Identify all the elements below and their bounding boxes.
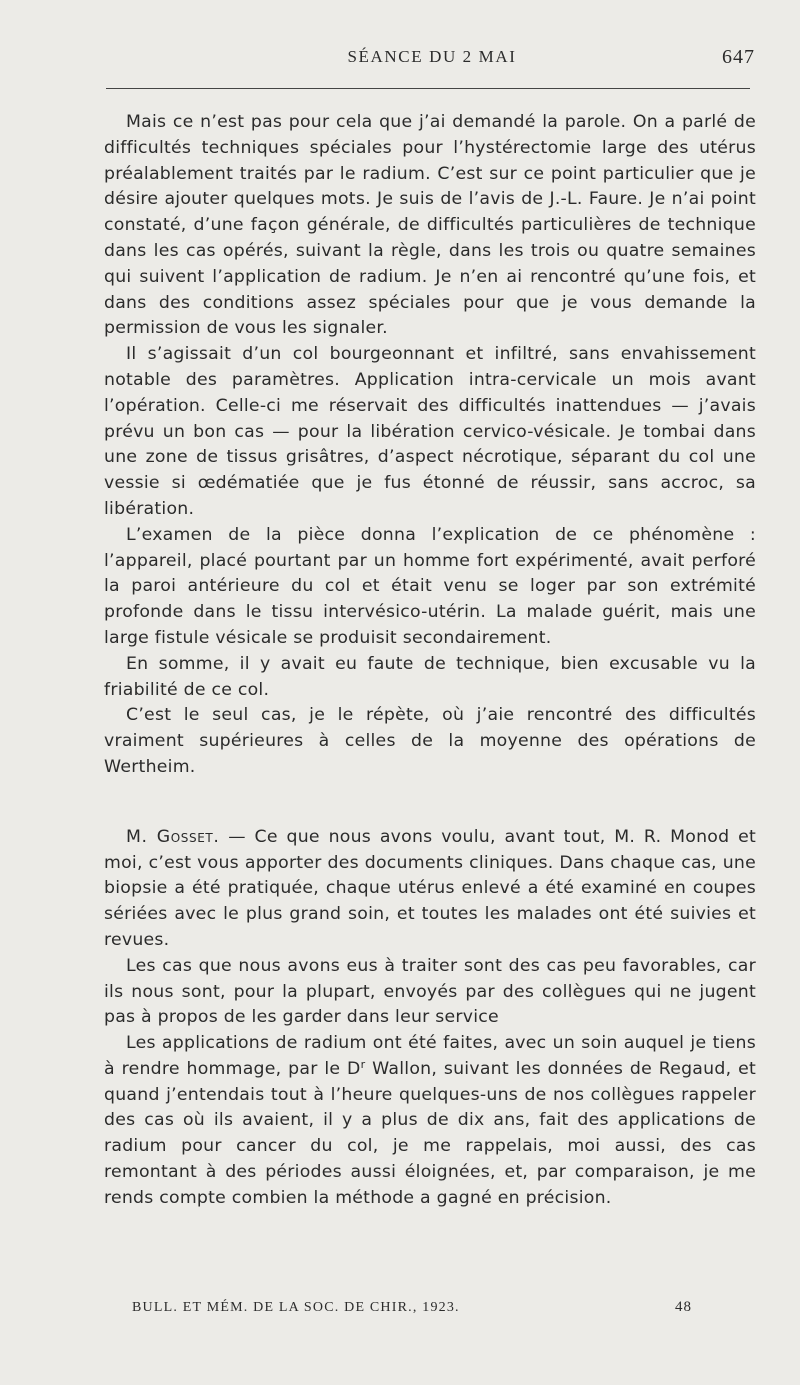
paragraph: Mais ce n’est pas pour cela que j’ai demandé la parole. On a parlé de difficultés techniques spéciales pour l’hystérectomie large des utérus préalablement traités par le radium. C’est sur ce point particulier que je désire ajouter quelques mots. Je suis de l’avis de J.-L. Faure. Je n’ai point constaté, d’une façon générale, de difficultés particulières de technique dans les cas opérés, suivant la règle, dans les trois ou quatre semaines qui suivent l’application de radium. Je n’en ai rencontré qu’une fois, et dans des conditions assez spéciales pour que je vous demande la permission de vous les signaler. (104, 112, 756, 339)
header-rule (106, 88, 750, 89)
paragraph: C’est le seul cas, je le répète, où j’aie rencontré des difficultés vraiment supérieures à celles de la moyenne des opérations de Wertheim. (104, 705, 756, 777)
paragraph: En somme, il y avait eu faute de technique, bien excusable vu la friabilité de ce col. (104, 653, 756, 700)
title-superscript: r (360, 1057, 366, 1071)
footer-citation: BULL. ET MÉM. DE LA SOC. DE CHIR., 1923. (132, 1300, 460, 1315)
paragraph: Il s’agissait d’un col bourgeonnant et infiltré, sans envahissement notable des paramètres. Application intra-cervicale un mois avant l’opération. Celle-ci me réservait des difficultés inattendues — j’avais prévu un bon cas — pour la libération cervico-vésicale. Je tombai dans une zone de tissus grisâtres, d’aspect nécrotique, séparant du col une vessie si œdématiée que je fus étonné de réussir, sans accroc, sa libération. (104, 344, 756, 519)
speaker-name: M. Gosset. (126, 826, 220, 847)
gosset-paragraph (104, 825, 756, 954)
paragraph-part: Les applications de radium ont été faites, avec un soin auquel je tiens à rendre hommage, par le D (104, 1033, 756, 1079)
page-footer (132, 1300, 692, 1324)
body-text (104, 110, 756, 1212)
page-header (103, 47, 755, 73)
paragraph-applications (104, 1031, 756, 1212)
page-number: 647 (722, 46, 755, 68)
speaker-intervention: — Ce que nous avons voulu, avant tout, M. R. Monod et moi, c’est vous apporter des documents cliniques. Dans chaque cas, une biopsie a été pratiquée, chaque utérus enlevé a été examiné en coupes sériées avec le plus grand soin, et toutes les malades ont été suivies et revues. (104, 826, 756, 950)
paragraph: L’examen de la pièce donna l’explication de ce phénomène : l’appareil, placé pourtant par un homme fort expérimenté, avait perforé la paroi antérieure du col et était venu se loger par son extrémité profonde dans le tissu intervésico-utérin. La malade guérit, mais une large fistule vésicale se produisit secondairement. (104, 524, 756, 648)
footer-signature: 48 (675, 1299, 692, 1315)
paragraph: Les cas que nous avons eus à traiter sont des cas peu favorables, car ils nous sont, pour la plupart, envoyés par des collègues qui ne jugent pas à propos de les garder dans leur service (104, 955, 756, 1028)
running-title: SÉANCE DU 2 MAI (347, 47, 517, 66)
paragraph-part: Wallon, suivant les données de Regaud, et quand j’entendais tout à l’heure quelques-uns de nos collègues rappeler des cas où ils avaient, il y a plus de dix ans, fait des applications de radium pour cancer du col, je me rappelais, moi aussi, des cas remontant à des périodes aussi éloignées, et, par comparaison, je me rends compte combien la méthode a gagné en précision. (104, 1058, 756, 1208)
